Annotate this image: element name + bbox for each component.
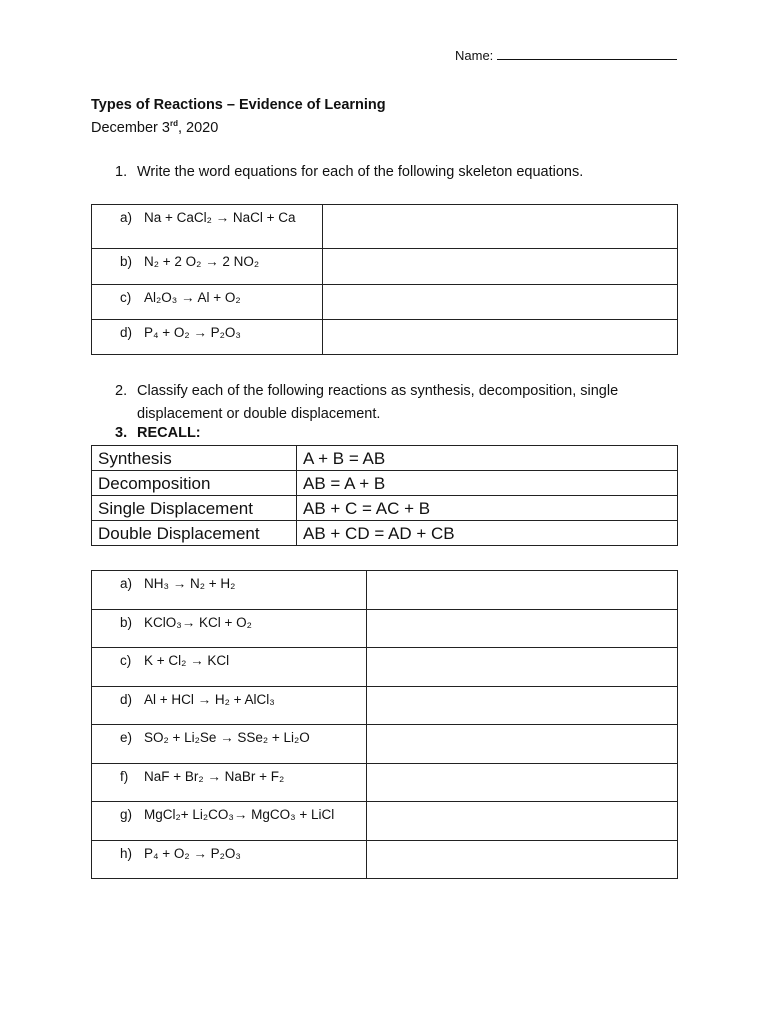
question-2-number: 2. <box>115 383 128 399</box>
q2-row-h <box>92 841 678 879</box>
reaction-formula: AB + CD = AD + CB <box>297 521 678 546</box>
q1-equation-cell <box>92 249 323 285</box>
q2-answer-cell-f[interactable] <box>367 764 678 802</box>
q2-equation-cell <box>92 802 367 841</box>
q1-row-a <box>92 205 678 249</box>
q1-row-label: b) <box>120 254 133 269</box>
q2-row-label: c) <box>120 653 132 668</box>
q2-row-label: d) <box>120 692 133 707</box>
q2-equation-cell <box>92 571 367 610</box>
q2-row-label: a) <box>120 576 133 591</box>
q1-answer-cell-d[interactable] <box>323 320 678 355</box>
q1-row-label: d) <box>120 325 133 340</box>
q2-row-label: f) <box>120 769 129 784</box>
q2-row-a <box>92 571 678 610</box>
q2-equation-cell <box>92 725 367 764</box>
q2-equation-cell <box>92 610 367 648</box>
name-field <box>455 47 677 63</box>
q2-equation: NaF + Br₂ → NaBr + F₂ <box>144 769 285 784</box>
q2-row-label: e) <box>120 730 133 745</box>
question-3-number: 3. <box>115 425 128 441</box>
q2-answer-cell-g[interactable] <box>367 802 678 841</box>
q1-equation: N₂ + 2 O₂ → 2 NO₂ <box>144 254 260 269</box>
q2-equation: NH₃ → N₂ + H₂ <box>144 576 236 591</box>
question-1-table <box>91 204 678 355</box>
question-1-number: 1. <box>115 164 128 180</box>
reaction-type: Decomposition <box>92 471 297 496</box>
date-month-day: December 3 <box>91 119 170 136</box>
q2-equation: P₄ + O₂ → P₂O₃ <box>144 846 241 861</box>
reaction-formula: AB = A + B <box>297 471 678 496</box>
q1-row-c <box>92 285 678 320</box>
recall-row-synthesis <box>92 446 678 471</box>
q1-answer-cell-c[interactable] <box>323 285 678 320</box>
q2-answer-cell-d[interactable] <box>367 687 678 725</box>
q2-answer-cell-c[interactable] <box>367 648 678 687</box>
q2-equation: Al + HCl → H₂ + AlCl₃ <box>144 692 275 707</box>
q2-equation: SO₂ + Li₂Se → SSe₂ + Li₂O <box>144 730 310 745</box>
reaction-formula: AB + C = AC + B <box>297 496 678 521</box>
q2-equation-cell <box>92 841 367 879</box>
q1-equation-cell <box>92 285 323 320</box>
recall-table <box>91 445 678 546</box>
q2-row-e <box>92 725 678 764</box>
worksheet-title: Types of Reactions – Evidence of Learning <box>91 97 386 113</box>
q2-answer-cell-b[interactable] <box>367 610 678 648</box>
question-3-text: RECALL: <box>137 425 201 441</box>
q2-equation: MgCl₂+ Li₂CO₃→ MgCO₃ + LiCl <box>144 807 335 822</box>
reaction-type: Synthesis <box>92 446 297 471</box>
worksheet-date <box>91 119 218 136</box>
q2-equation-cell <box>92 648 367 687</box>
reaction-formula: A + B = AB <box>297 446 678 471</box>
q1-row-label: a) <box>120 210 133 225</box>
date-suffix: rd <box>169 119 178 128</box>
name-label: Name: <box>455 48 494 63</box>
q2-row-g <box>92 802 678 841</box>
q2-row-f <box>92 764 678 802</box>
date-year: , 2020 <box>177 119 219 136</box>
q1-row-b <box>92 249 678 285</box>
recall-row-single-displacement <box>92 496 678 521</box>
question-1-text: Write the word equations for each of the following skeleton equations. <box>137 164 584 180</box>
q1-equation: Al₂O₃ → Al + O₂ <box>144 290 241 305</box>
q1-row-d <box>92 320 678 355</box>
q1-row-label: c) <box>120 290 132 305</box>
q2-answer-cell-e[interactable] <box>367 725 678 764</box>
q2-answer-cell-h[interactable] <box>367 841 678 879</box>
recall-row-double-displacement <box>92 521 678 546</box>
question-3 <box>115 425 201 441</box>
q2-equation: K + Cl₂ → KCl <box>144 653 230 668</box>
q2-equation-cell <box>92 687 367 725</box>
q2-answer-cell-a[interactable] <box>367 571 678 610</box>
q2-equation-cell <box>92 764 367 802</box>
q1-equation-cell <box>92 205 323 249</box>
q2-row-d <box>92 687 678 725</box>
q2-equation: KClO₃→ KCl + O₂ <box>144 615 252 630</box>
q2-row-c <box>92 648 678 687</box>
q2-row-label: h) <box>120 846 133 861</box>
q1-equation-cell <box>92 320 323 355</box>
recall-row-decomposition <box>92 471 678 496</box>
question-2-table <box>91 570 678 879</box>
q2-row-b <box>92 610 678 648</box>
reaction-type: Double Displacement <box>92 521 297 546</box>
q2-row-label: b) <box>120 615 133 630</box>
q1-equation: Na + CaCl₂ → NaCl + Ca <box>144 210 296 225</box>
q2-row-label: g) <box>120 807 133 822</box>
question-2 <box>115 380 675 426</box>
q1-answer-cell-b[interactable] <box>323 249 678 285</box>
name-blank-line[interactable] <box>497 47 677 60</box>
q1-answer-cell-a[interactable] <box>323 205 678 249</box>
question-2-text: Classify each of the following reactions as synthesis, decomposition, single displacement or double displacement. <box>137 383 619 422</box>
q1-equation: P₄ + O₂ → P₂O₃ <box>144 325 241 340</box>
question-1 <box>115 164 583 180</box>
reaction-type: Single Displacement <box>92 496 297 521</box>
